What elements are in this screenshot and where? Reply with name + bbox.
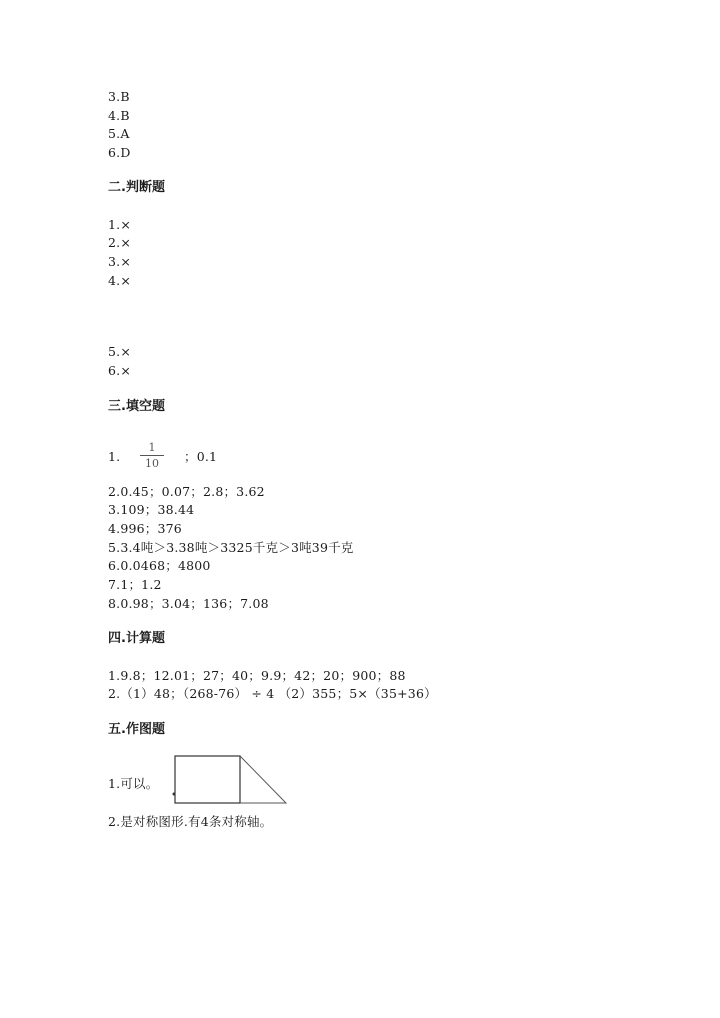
fill-answer-3: 3.109；38.44: [108, 502, 195, 517]
figure-rectangle: [175, 756, 240, 803]
fraction-numerator: 1: [148, 441, 156, 454]
calc-answer-1: 1.9.8；12.01；27；40；9.9；42；20；900；88: [108, 668, 406, 683]
fill-section-title: 三.填空题: [108, 399, 165, 414]
figure-triangle: [240, 756, 286, 803]
fraction-one-tenth: [140, 441, 164, 470]
choice-answer-5: 5.A: [108, 126, 130, 141]
fill-answer-5: 5.3.4吨＞3.38吨＞3325千克＞3吨39千克: [108, 540, 354, 555]
fill-answer-6: 6.0.0468；4800: [108, 558, 211, 573]
rectangle-triangle-figure: [170, 752, 290, 808]
judge-answer-3: 3.×: [108, 254, 131, 269]
fill-answer-1-prefix: 1.: [108, 449, 121, 464]
figure-dot: [173, 793, 176, 796]
draw-answer-1: 1.可以。: [108, 776, 159, 791]
fraction-denominator: 10: [145, 457, 159, 470]
fill-answer-1-suffix: ；0.1: [184, 449, 218, 464]
choice-answer-6: 6.D: [108, 145, 131, 160]
judge-section-title: 二.判断题: [108, 180, 165, 195]
judge-answer-2: 2.×: [108, 235, 131, 250]
draw-answer-2: 2.是对称图形.有4条对称轴。: [108, 814, 273, 829]
fill-answer-2: 2.0.45；0.07；2.8；3.62: [108, 484, 265, 499]
choice-answer-3: 3.B: [108, 89, 130, 104]
fraction-bar: [140, 455, 164, 456]
draw-section-title: 五.作图题: [108, 722, 165, 737]
judge-answer-4: 4.×: [108, 273, 131, 288]
fill-answer-4: 4.996；376: [108, 521, 182, 536]
judge-answer-5: 5.×: [108, 344, 131, 359]
judge-answer-6: 6.×: [108, 363, 131, 378]
judge-answer-1: 1.×: [108, 217, 131, 232]
calc-section-title: 四.计算题: [108, 631, 165, 646]
fill-answer-7: 7.1；1.2: [108, 577, 162, 592]
choice-answer-4: 4.B: [108, 108, 130, 123]
fill-answer-8: 8.0.98；3.04；136；7.08: [108, 596, 269, 611]
calc-answer-2: 2.（1）48；（268-76） ÷ 4 （2）355；5×（35+36）: [108, 686, 437, 701]
